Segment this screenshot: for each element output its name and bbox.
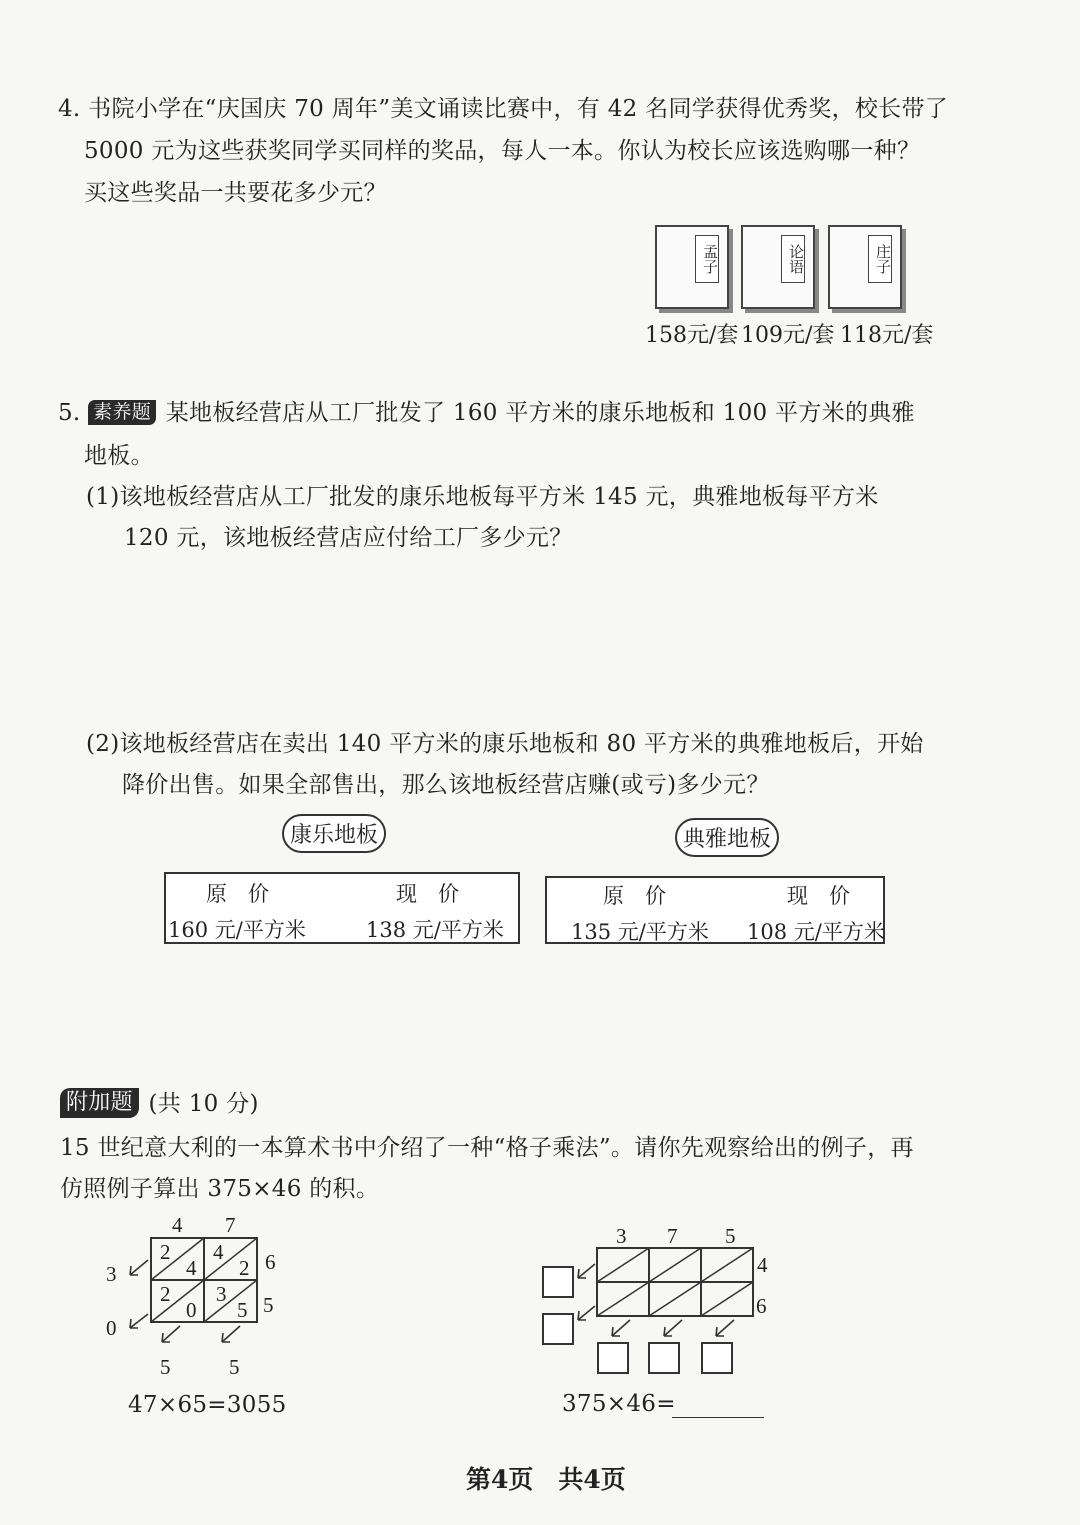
example-bottom-digit: 5 <box>160 1355 171 1379</box>
current-price-value: 108 元/平方米 <box>747 920 885 944</box>
example-cell-digit: 4 <box>213 1240 224 1264</box>
task-top-digit: 3 <box>616 1224 627 1248</box>
bonus-score: (共 10 分) <box>148 1091 259 1117</box>
kangle-price-table <box>164 872 520 944</box>
bonus-text-1: 15 世纪意大利的一本算术书中介绍了一种“格子乘法”。请你先观察给出的例子，再 <box>60 1135 914 1161</box>
example-cell-digit: 3 <box>216 1282 227 1306</box>
example-left-digit: 0 <box>106 1316 117 1340</box>
example-cell-digit: 2 <box>160 1240 171 1264</box>
example-cell-digit: 5 <box>237 1298 248 1322</box>
example-cell-digit: 2 <box>239 1256 250 1280</box>
q5-part1-text-1: (1)该地板经营店从工厂批发的康乐地板每平方米 145 元，典雅地板每平方米 <box>86 484 879 510</box>
book-price: 158元/套 <box>645 323 739 348</box>
q4-text-2: 5000 元为这些获奖同学买同样的奖品，每人一本。你认为校长应该选购哪一种？ <box>84 138 921 164</box>
example-cell-digit: 4 <box>186 1256 197 1280</box>
q5-part2-text-1: (2)该地板经营店在卖出 140 平方米的康乐地板和 80 平方米的典雅地板后，开始 <box>86 731 924 757</box>
original-price-header: 原 价 <box>206 882 269 906</box>
book-mengzi <box>655 225 729 309</box>
example-cell-digit: 2 <box>160 1282 171 1306</box>
kangle-floor-label: 康乐地板 <box>282 814 386 853</box>
bonus-heading <box>60 1088 259 1119</box>
original-price-value: 135 元/平方米 <box>571 920 709 944</box>
current-price-header: 现 价 <box>396 882 459 906</box>
book-lunyu <box>741 225 815 309</box>
answer-box[interactable] <box>542 1266 574 1298</box>
q5-text-2: 地板。 <box>84 443 154 469</box>
bonus-text-2: 仿照例子算出 375×46 的积。 <box>60 1176 380 1202</box>
literacy-tag: 素养题 <box>88 400 156 425</box>
current-price-value: 138 元/平方米 <box>366 918 504 942</box>
book-zhuangzi <box>828 225 902 309</box>
answer-box[interactable] <box>648 1342 680 1374</box>
dianya-floor-label: 典雅地板 <box>675 818 779 857</box>
original-price-value: 160 元/平方米 <box>168 918 306 942</box>
current-price-header: 现 价 <box>787 884 850 908</box>
q5-part1-text-2: 120 元，该地板经营店应付给工厂多少元？ <box>124 525 573 551</box>
example-top-digit: 4 <box>172 1213 183 1237</box>
book-price: 109元/套 <box>741 323 835 348</box>
bonus-tag: 附加题 <box>60 1088 139 1118</box>
q5-text-1: 某地板经营店从工厂批发了 160 平方米的康乐地板和 100 平方米的典雅 <box>165 400 915 426</box>
q5-number: 5. <box>58 400 81 426</box>
book-title: 孟子 <box>695 235 719 283</box>
book-title: 庄子 <box>868 235 892 283</box>
original-price-header: 原 价 <box>603 884 666 908</box>
example-bottom-digit: 5 <box>229 1355 240 1379</box>
task-equation: 375×46= <box>562 1391 676 1417</box>
example-right-digit: 5 <box>263 1293 274 1317</box>
example-right-digit: 6 <box>265 1250 276 1274</box>
task-right-digit: 6 <box>756 1294 767 1318</box>
answer-box[interactable] <box>597 1342 629 1374</box>
page-footer: 第4页 共4页 <box>466 1465 626 1494</box>
answer-box[interactable] <box>542 1313 574 1345</box>
task-top-digit: 5 <box>725 1224 736 1248</box>
book-title: 论语 <box>781 235 805 283</box>
q5-part2-text-2: 降价出售。如果全部售出，那么该地板经营店赚(或亏)多少元？ <box>122 772 770 798</box>
q5-line1 <box>58 398 915 428</box>
book-price: 118元/套 <box>840 323 934 348</box>
answer-box[interactable] <box>701 1342 733 1374</box>
q4-line1 <box>58 94 948 124</box>
answer-blank[interactable] <box>672 1417 764 1418</box>
q4-text-1: 书院小学在“庆国庆 70 周年”美文诵读比赛中，有 42 名同学获得优秀奖，校长带了 <box>88 96 949 122</box>
q4-number: 4. <box>58 96 81 122</box>
task-top-digit: 7 <box>667 1224 678 1248</box>
example-cell-digit: 0 <box>186 1298 197 1322</box>
dianya-price-table <box>545 876 885 944</box>
example-top-digit: 7 <box>225 1213 236 1237</box>
q4-text-3: 买这些奖品一共要花多少元？ <box>84 180 387 206</box>
example-equation: 47×65=3055 <box>128 1392 287 1418</box>
task-right-digit: 4 <box>757 1253 768 1277</box>
example-left-digit: 3 <box>106 1262 117 1286</box>
